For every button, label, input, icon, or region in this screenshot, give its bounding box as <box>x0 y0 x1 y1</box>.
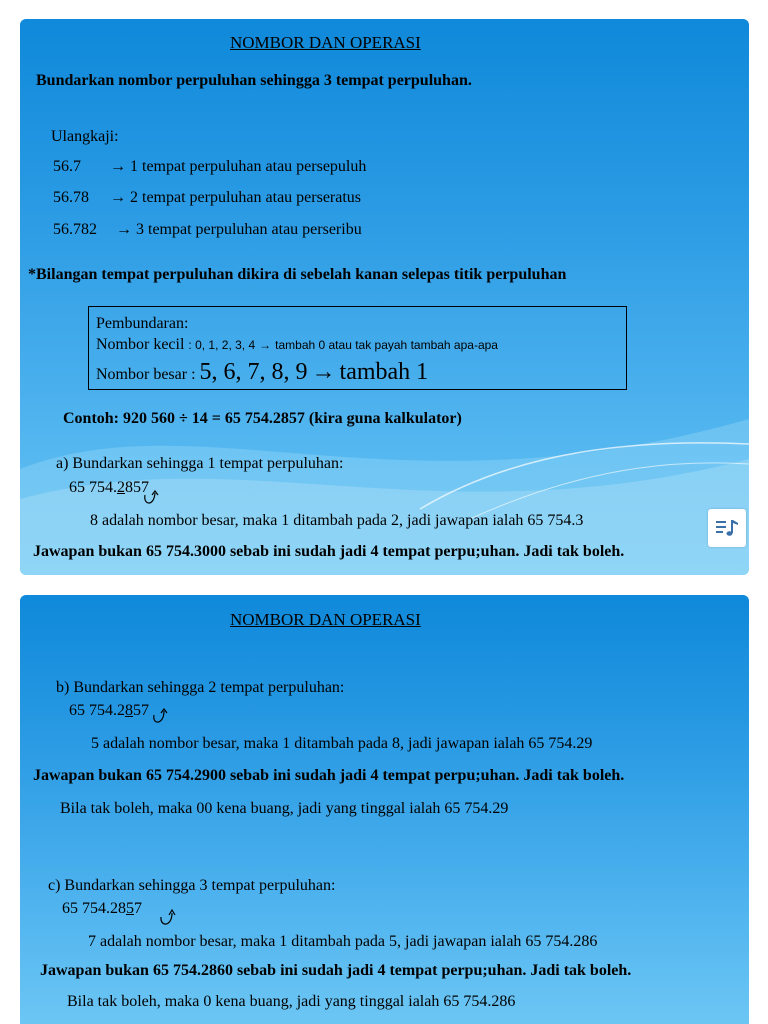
review-number: 56.782 <box>53 221 97 238</box>
rounding-heading: Pembundaran: <box>96 315 189 332</box>
review-number: 56.78 <box>53 189 89 206</box>
part-c-extra: Bila tak boleh, maka 0 kena buang, jadi yang tinggal ialah 65 754.286 <box>67 993 516 1010</box>
audio-playlist-button[interactable] <box>708 509 746 547</box>
arrow-right-icon: → <box>110 189 126 206</box>
part-b-number: 65 754.2857 <box>69 702 149 719</box>
instruction: Bundarkan nombor perpuluhan sehingga 3 tempat perpuluhan. <box>36 72 472 89</box>
review-label: Ulangkaji: <box>51 128 119 145</box>
decimal-note: *Bilangan tempat perpuluhan dikira di sebelah kanan selepas titik perpuluhan <box>28 266 567 283</box>
slide-1 <box>20 19 749 575</box>
part-c-explanation: 7 adalah nombor besar, maka 1 ditambah pada 5, jadi jawapan ialah 65 754.286 <box>88 933 598 950</box>
part-b-explanation: 5 adalah nombor besar, maka 1 ditambah pada 8, jadi jawapan ialah 65 754.29 <box>91 735 593 752</box>
curved-arrow-icon <box>150 707 172 727</box>
curved-arrow-icon <box>140 489 162 509</box>
arrow-right-icon: → <box>110 158 126 175</box>
part-c-number: 65 754.2857 <box>62 900 142 917</box>
slide-title: NOMBOR DAN OPERASI <box>230 33 421 52</box>
small-number-rule: Nombor kecil : 0, 1, 2, 3, 4 → tambah 0 atau tak payah tambah apa-apa <box>96 336 498 353</box>
part-a-explanation: 8 adalah nombor besar, maka 1 ditambah pada 2, jadi jawapan ialah 65 754.3 <box>90 512 584 529</box>
part-a-note: Jawapan bukan 65 754.3000 sebab ini sudah jadi 4 tempat perpu;uhan. Jadi tak boleh. <box>33 543 625 560</box>
playlist-music-icon <box>714 516 740 540</box>
review-desc: → 1 tempat perpuluhan atau persepuluh <box>110 158 367 175</box>
part-a-question: a) Bundarkan sehingga 1 tempat perpuluhan: <box>56 455 344 472</box>
rounding-rule-box <box>88 306 627 390</box>
example-line: Contoh: 920 560 ÷ 14 = 65 754.2857 (kira guna kalkulator) <box>63 410 462 427</box>
review-desc: → 2 tempat perpuluhan atau perseratus <box>110 189 362 206</box>
arrow-right-icon: → <box>311 359 336 385</box>
part-a-number: 65 754.2857 <box>69 479 149 496</box>
slide-2 <box>20 595 749 1024</box>
part-b-question: b) Bundarkan sehingga 2 tempat perpuluhan: <box>56 679 345 696</box>
big-number-rule: Nombor besar : 5, 6, 7, 8, 9 → tambah 1 <box>96 359 429 385</box>
arrow-right-icon: → <box>259 338 272 352</box>
part-c-question: c) Bundarkan sehingga 3 tempat perpuluhan: <box>48 877 336 894</box>
arrow-right-icon: → <box>116 221 132 238</box>
part-b-extra: Bila tak boleh, maka 00 kena buang, jadi yang tinggal ialah 65 754.29 <box>60 800 509 817</box>
part-c-note: Jawapan bukan 65 754.2860 sebab ini sudah jadi 4 tempat perpu;uhan. Jadi tak boleh. <box>40 962 632 979</box>
part-b-note: Jawapan bukan 65 754.2900 sebab ini sudah jadi 4 tempat perpu;uhan. Jadi tak boleh. <box>33 767 625 784</box>
review-desc: → 3 tempat perpuluhan atau perseribu <box>116 221 362 238</box>
slide-title: NOMBOR DAN OPERASI <box>230 610 421 629</box>
curved-arrow-icon <box>158 907 180 929</box>
review-number: 56.7 <box>53 158 81 175</box>
